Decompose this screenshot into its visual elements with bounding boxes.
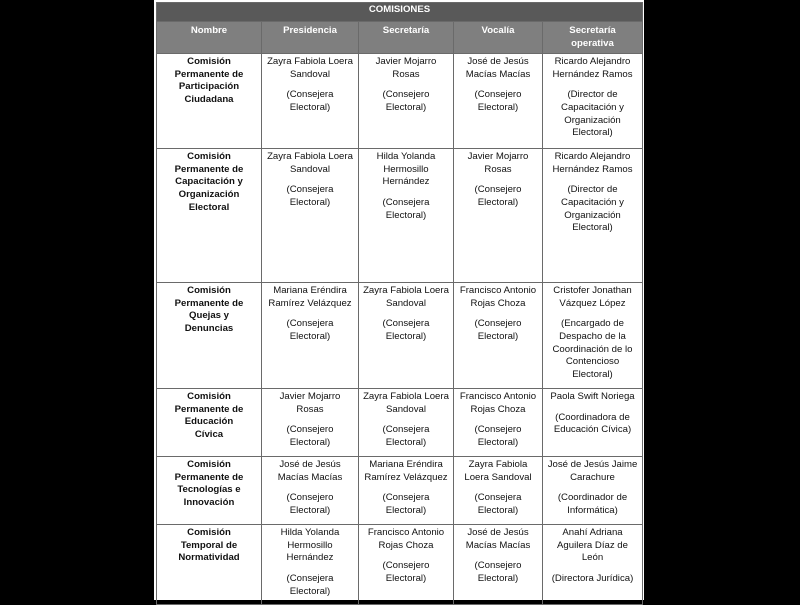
presidencia-cell xyxy=(262,283,359,389)
person-role: (Consejero Electoral) xyxy=(286,492,334,516)
person-role: (Consejero Electoral) xyxy=(382,560,430,584)
person-name: Hilda Yolanda Hermosillo Hernández xyxy=(280,527,340,564)
person-name: Javier Mojarro Rosas xyxy=(467,151,529,175)
commission-name: Comisión Permanente de Quejas y Denuncias xyxy=(157,283,262,389)
person-role: (Consejero Electoral) xyxy=(474,184,522,208)
vocalia-cell xyxy=(454,389,543,457)
operativa-cell xyxy=(543,457,643,525)
person-name: Ricardo Alejandro Hernández Ramos xyxy=(552,56,633,80)
person-name: Mariana Eréndira Ramírez Velázquez xyxy=(268,285,352,309)
person-name: Francisco Antonio Rojas Choza xyxy=(459,285,537,309)
header-nombre: Nombre xyxy=(157,22,262,54)
operativa-cell xyxy=(543,54,643,149)
table-row xyxy=(157,283,643,389)
person-name: Javier Mojarro Rosas xyxy=(375,56,437,80)
person-name: Francisco Antonio Rojas Choza xyxy=(367,527,445,551)
secretaria-cell xyxy=(359,457,454,525)
table-title: COMISIONES xyxy=(157,3,643,22)
secretaria-cell xyxy=(359,389,454,457)
person-name: Javier Mojarro Rosas xyxy=(279,391,341,415)
header-secretaria-operativa: Secretaría operativa xyxy=(543,22,643,54)
commission-name: Comisión Permanente de Capacitación y Organización Electoral xyxy=(157,149,262,283)
presidencia-cell xyxy=(262,457,359,525)
person-role: (Consejera Electoral) xyxy=(286,184,334,208)
presidencia-cell xyxy=(262,54,359,149)
vocalia-cell xyxy=(454,149,543,283)
secretaria-cell xyxy=(359,54,454,149)
person-role: (Director de Capacitación y Organización Electoral) xyxy=(561,184,624,234)
person-name: Francisco Antonio Rojas Choza xyxy=(459,391,537,415)
presidencia-cell xyxy=(262,389,359,457)
secretaria-cell xyxy=(359,525,454,605)
person-role: (Director de Capacitación y Organización Electoral) xyxy=(561,89,624,139)
person-role: (Consejero Electoral) xyxy=(474,424,522,448)
operativa-cell xyxy=(543,525,643,605)
person-role: (Consejero Electoral) xyxy=(474,89,522,113)
person-role: (Consejera Electoral) xyxy=(286,572,334,597)
person-name: José de Jesús Macías Macías xyxy=(277,459,343,483)
person-name: José de Jesús Macías Macías xyxy=(465,56,531,80)
commission-name: Comisión Permanente de Educación Cívica xyxy=(157,389,262,457)
document-page xyxy=(154,0,644,600)
person-name: Mariana Eréndira Ramírez Velázquez xyxy=(364,459,448,483)
comisiones-table xyxy=(156,2,643,605)
table-row xyxy=(157,457,643,525)
commission-name: Comisión Permanente de Participación Ciudadana xyxy=(157,54,262,149)
person-role: (Encargado de Despacho de la Coordinación de lo Contencioso Electoral) xyxy=(552,318,633,380)
person-name: Zayra Fabiola Loera Sandoval xyxy=(363,285,449,309)
operativa-cell xyxy=(543,149,643,283)
person-role: (Consejera Electoral) xyxy=(382,196,430,221)
header-presidencia: Presidencia xyxy=(262,22,359,54)
person-role: (Consejera Electoral) xyxy=(382,492,430,516)
person-role: (Coordinador de Informática) xyxy=(557,492,628,516)
table-row xyxy=(157,149,643,283)
operativa-cell xyxy=(543,389,643,457)
person-name: Paola Swift Noriega xyxy=(550,391,635,403)
person-role: (Consejera Electoral) xyxy=(474,492,522,516)
person-role: (Consejera Electoral) xyxy=(382,424,430,448)
person-name: José de Jesús Macías Macías xyxy=(465,527,531,551)
person-name: Hilda Yolanda Hermosillo Hernández xyxy=(376,151,436,188)
person-role: (Consejero Electoral) xyxy=(474,318,522,342)
person-role: (Consejero Electoral) xyxy=(474,560,522,584)
vocalia-cell xyxy=(454,54,543,149)
person-name: José de Jesús Jaime Carachure xyxy=(547,459,638,483)
person-role: (Consejero Electoral) xyxy=(382,89,430,113)
header-vocalia: Vocalía xyxy=(454,22,543,54)
commission-name: Comisión Permanente de Tecnologías e Innovación xyxy=(157,457,262,525)
person-name: Cristofer Jonathan Vázquez López xyxy=(553,285,632,309)
vocalia-cell xyxy=(454,525,543,605)
person-role: (Directora Jurídica) xyxy=(551,572,634,584)
person-role: (Coordinadora de Educación Cívica) xyxy=(553,411,632,436)
table-row xyxy=(157,525,643,605)
secretaria-cell xyxy=(359,149,454,283)
person-name: Zayra Fabiola Loera Sandoval xyxy=(267,56,353,80)
person-role: (Consejera Electoral) xyxy=(286,89,334,113)
person-role: (Consejera Electoral) xyxy=(286,318,334,342)
person-name: Ricardo Alejandro Hernández Ramos xyxy=(552,151,633,175)
table-row xyxy=(157,54,643,149)
presidencia-cell xyxy=(262,149,359,283)
person-name: Zayra Fabiola Loera Sandoval xyxy=(267,151,353,175)
vocalia-cell xyxy=(454,457,543,525)
table-row xyxy=(157,389,643,457)
presidencia-cell xyxy=(262,525,359,605)
header-secretaria: Secretaría xyxy=(359,22,454,54)
person-name: Zayra Fabiola Loera Sandoval xyxy=(363,391,449,415)
secretaria-cell xyxy=(359,283,454,389)
person-role: (Consejera Electoral) xyxy=(382,318,430,342)
person-name: Zayra Fabiola Loera Sandoval xyxy=(464,459,532,483)
operativa-cell xyxy=(543,283,643,389)
commission-name: Comisión Temporal de Normatividad xyxy=(157,525,262,605)
person-name: Anahí Adriana Aguilera Díaz de León xyxy=(557,527,628,564)
vocalia-cell xyxy=(454,283,543,389)
person-role: (Consejero Electoral) xyxy=(286,424,334,448)
